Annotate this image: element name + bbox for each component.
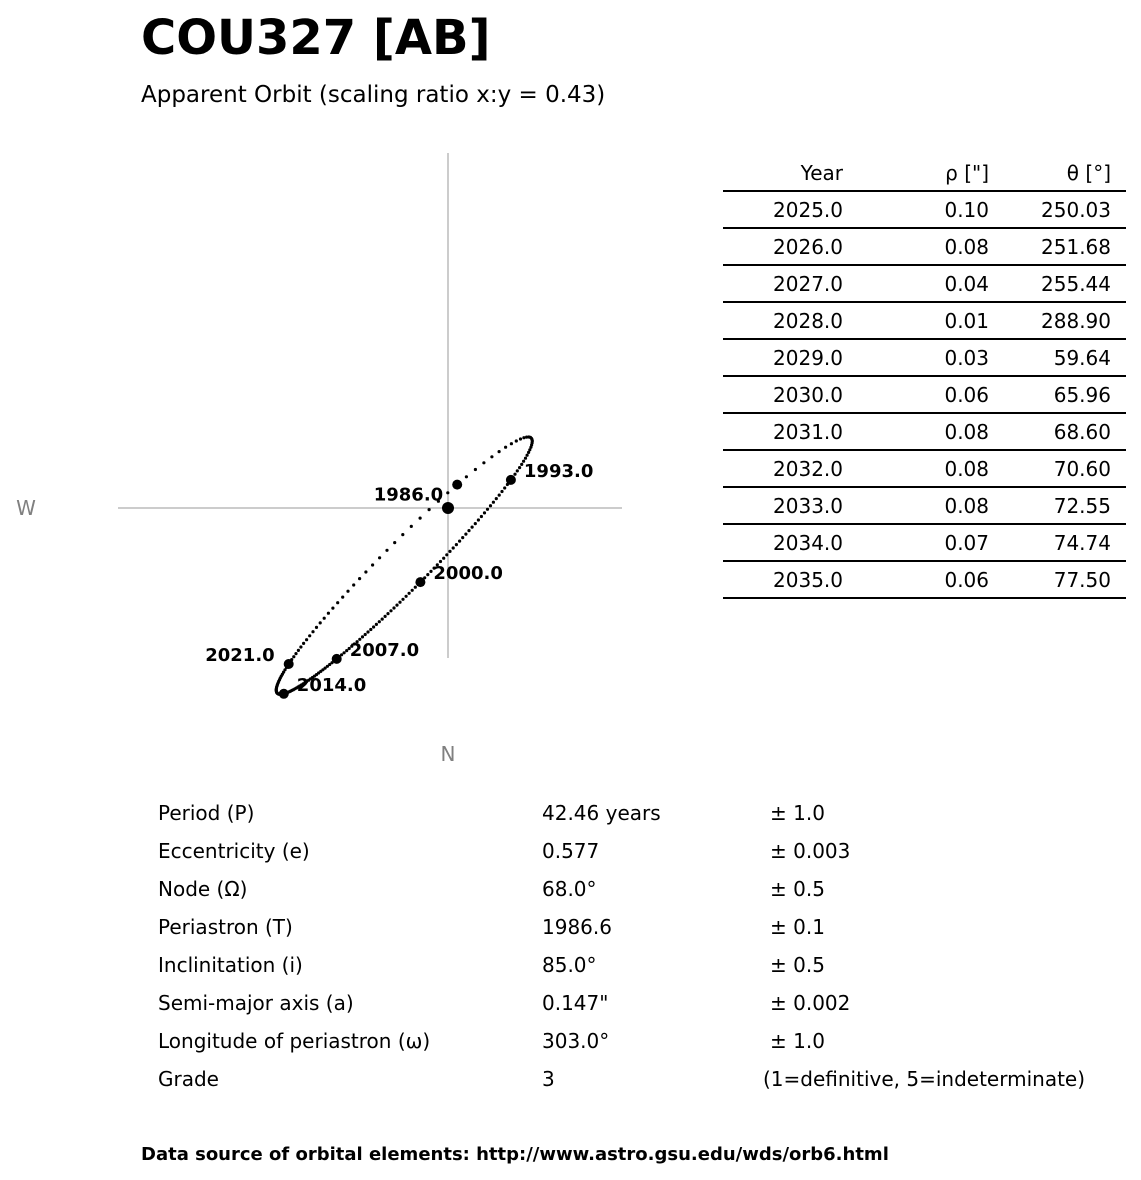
- orbit-point: [411, 589, 414, 592]
- ephemeris-rho-cell: 0.10: [858, 191, 1004, 228]
- orbit-point: [477, 518, 480, 521]
- north-label: N: [440, 742, 456, 766]
- rho-column-header: ρ ["]: [858, 155, 1004, 191]
- orbit-point: [510, 442, 513, 445]
- orbit-point: [527, 451, 530, 454]
- orbit-point: [401, 598, 404, 601]
- orbit-point: [458, 540, 461, 543]
- orbit-point: [315, 626, 318, 629]
- orbit-point: [308, 634, 311, 637]
- orbit-point: [448, 550, 451, 553]
- orbit-point: [381, 618, 384, 621]
- element-label: Longitude of periastron (ω): [158, 1029, 431, 1053]
- orbit-point: [426, 573, 429, 576]
- orbit-point: [498, 494, 501, 497]
- data-source-footer: Data source of orbital elements: http://www.astro.gsu.edu/wds/orb6.html: [141, 1144, 889, 1165]
- orbit-point: [419, 517, 422, 520]
- element-value: 1986.6: [542, 915, 612, 939]
- epoch-label: 2007.0: [349, 639, 420, 661]
- orbit-point: [366, 630, 369, 633]
- orbit-point: [492, 501, 495, 504]
- element-row-grade: [158, 1060, 1118, 1098]
- chart-subtitle: Apparent Orbit (scaling ratio x:y = 0.43): [141, 82, 606, 108]
- orbit-point: [364, 633, 367, 636]
- orbit-point: [299, 645, 302, 648]
- ephemeris-row: [723, 302, 1126, 339]
- ephemeris-year-cell: 2030.0: [723, 376, 858, 413]
- element-error: ± 0.1: [770, 915, 825, 939]
- epoch-marker: [279, 689, 289, 699]
- ephemeris-row: [723, 450, 1126, 487]
- orbit-point: [302, 642, 305, 645]
- ephemeris-row: [723, 191, 1126, 228]
- orbit-point: [292, 655, 295, 658]
- ephemeris-year-cell: 2035.0: [723, 561, 858, 598]
- ephemeris-rho-cell: 0.07: [858, 524, 1004, 561]
- orbit-point: [464, 533, 467, 536]
- ephemeris-year-cell: 2031.0: [723, 413, 858, 450]
- ephemeris-rho-cell: 0.06: [858, 376, 1004, 413]
- ephemeris-rho-cell: 0.08: [858, 413, 1004, 450]
- orbit-point: [489, 504, 492, 507]
- epoch-marker: [452, 480, 462, 490]
- element-error: ± 0.003: [770, 839, 851, 863]
- orbit-point: [352, 583, 355, 586]
- element-value: 85.0°: [542, 953, 597, 977]
- epoch-label: 1993.0: [523, 460, 594, 482]
- element-value: 0.577: [542, 839, 600, 863]
- orbit-point: [504, 446, 507, 449]
- ephemeris-row: [723, 339, 1126, 376]
- orbit-point: [358, 577, 361, 580]
- orbit-point: [395, 604, 398, 607]
- element-error: ± 0.002: [770, 991, 851, 1015]
- orbit-point: [474, 522, 477, 525]
- orbit-point: [398, 601, 401, 604]
- epoch-label: 1986.0: [373, 484, 444, 506]
- ephemeris-rho-cell: 0.03: [858, 339, 1004, 376]
- ephemeris-theta-cell: 77.50: [1004, 561, 1126, 598]
- orbit-point: [480, 515, 483, 518]
- ephemeris-rho-cell: 0.08: [858, 487, 1004, 524]
- element-value: 3: [542, 1067, 555, 1091]
- epoch-label: 2014.0: [296, 674, 367, 696]
- ephemeris-header-row: [723, 155, 1126, 191]
- theta-column-header: θ [°]: [1004, 155, 1126, 191]
- element-value: 0.147": [542, 991, 609, 1015]
- orbit-point: [465, 475, 468, 478]
- orbit-point: [516, 469, 519, 472]
- orbit-point: [405, 595, 408, 598]
- element-value: 68.0°: [542, 877, 597, 901]
- orbit-point: [378, 620, 381, 623]
- orbit-point: [392, 606, 395, 609]
- orbit-point: [371, 563, 374, 566]
- orbit-point: [343, 651, 346, 654]
- ephemeris-theta-cell: 251.68: [1004, 228, 1126, 265]
- orbit-point: [490, 455, 493, 458]
- element-error: ± 0.5: [770, 953, 825, 977]
- ephemeris-theta-cell: 74.74: [1004, 524, 1126, 561]
- west-label: W: [16, 496, 36, 520]
- ephemeris-row: [723, 228, 1126, 265]
- orbit-point: [345, 649, 348, 652]
- ephemeris-row: [723, 561, 1126, 598]
- epoch-marker: [506, 475, 516, 485]
- ephemeris-rho-cell: 0.08: [858, 450, 1004, 487]
- orbit-point: [323, 617, 326, 620]
- orbit-point: [483, 511, 486, 514]
- ephemeris-theta-cell: 72.55: [1004, 487, 1126, 524]
- orbit-plot: [0, 0, 700, 780]
- page-title: COU327 [AB]: [141, 10, 491, 66]
- orbit-point: [526, 454, 529, 457]
- element-row-period: [158, 794, 1118, 832]
- element-label: Period (P): [158, 801, 255, 825]
- orbit-point: [445, 553, 448, 556]
- orbit-point: [361, 635, 364, 638]
- element-label: Grade: [158, 1067, 219, 1091]
- orbit-point: [524, 457, 527, 460]
- epoch-label: 2000.0: [433, 563, 503, 585]
- orbit-point: [519, 437, 522, 440]
- orbit-point: [408, 592, 411, 595]
- ephemeris-year-cell: 2034.0: [723, 524, 858, 561]
- element-error: ± 0.5: [770, 877, 825, 901]
- orbit-point: [386, 612, 389, 615]
- element-label: Semi-major axis (a): [158, 991, 354, 1015]
- orbital-elements-list: [158, 794, 1118, 1098]
- orbit-point: [393, 541, 396, 544]
- element-error: ± 1.0: [770, 801, 825, 825]
- orbit-point: [369, 628, 372, 631]
- epoch-marker: [332, 654, 342, 664]
- orbit-point: [428, 508, 431, 511]
- ephemeris-theta-cell: 255.44: [1004, 265, 1126, 302]
- element-value: 42.46 years: [542, 801, 661, 825]
- ephemeris-table: [723, 155, 1126, 599]
- ephemeris-theta-cell: 68.60: [1004, 413, 1126, 450]
- orbit-point: [319, 621, 322, 624]
- element-row-longitude-periastron: [158, 1022, 1118, 1060]
- ephemeris-row: [723, 487, 1126, 524]
- orbit-point: [429, 570, 432, 573]
- orbit-point: [341, 596, 344, 599]
- orbit-point: [385, 549, 388, 552]
- orbit-point: [331, 607, 334, 610]
- orbit-point: [471, 526, 474, 529]
- orbit-point: [442, 557, 445, 560]
- primary-star-marker: [442, 502, 454, 514]
- orbit-point: [336, 601, 339, 604]
- ephemeris-rho-cell: 0.06: [858, 561, 1004, 598]
- element-label: Eccentricity (e): [158, 839, 310, 863]
- epoch-marker: [284, 659, 294, 669]
- orbit-point: [384, 615, 387, 618]
- orbit-point: [414, 586, 417, 589]
- orbit-point: [495, 497, 498, 500]
- ephemeris-year-cell: 2032.0: [723, 450, 858, 487]
- orbit-point: [452, 546, 455, 549]
- element-error: ± 1.0: [770, 1029, 825, 1053]
- element-label: Periastron (T): [158, 915, 293, 939]
- ephemeris-rho-cell: 0.08: [858, 228, 1004, 265]
- ephemeris-year-cell: 2028.0: [723, 302, 858, 339]
- orbit-point: [455, 543, 458, 546]
- ephemeris-row: [723, 265, 1126, 302]
- element-label: Node (Ω): [158, 877, 248, 901]
- epoch-label: 2021.0: [205, 645, 275, 666]
- orbit-point: [410, 525, 413, 528]
- orbit-point: [467, 529, 470, 532]
- orbit-point: [401, 533, 404, 536]
- orbit-point: [518, 466, 521, 469]
- ephemeris-theta-cell: 70.60: [1004, 450, 1126, 487]
- element-row-node: [158, 870, 1118, 908]
- orbit-point: [311, 630, 314, 633]
- ephemeris-year-cell: 2026.0: [723, 228, 858, 265]
- orbit-point: [513, 473, 516, 476]
- orbit-point: [305, 638, 308, 641]
- element-error: (1=definitive, 5=indeterminate): [763, 1067, 1086, 1091]
- orbit-point: [327, 612, 330, 615]
- year-column-header: Year: [723, 155, 858, 191]
- ephemeris-rho-cell: 0.04: [858, 265, 1004, 302]
- ephemeris-year-cell: 2027.0: [723, 265, 858, 302]
- orbit-point: [498, 450, 501, 453]
- ephemeris-year-cell: 2025.0: [723, 191, 858, 228]
- orbit-point: [378, 556, 381, 559]
- orbit-point: [297, 649, 300, 652]
- element-row-periastron: [158, 908, 1118, 946]
- ephemeris-theta-cell: 250.03: [1004, 191, 1126, 228]
- orbit-point: [364, 570, 367, 573]
- ephemeris-row: [723, 376, 1126, 413]
- element-row-eccentricity: [158, 832, 1118, 870]
- ephemeris-theta-cell: 59.64: [1004, 339, 1126, 376]
- ephemeris-row: [723, 413, 1126, 450]
- element-row-inclination: [158, 946, 1118, 984]
- orbit-point: [461, 536, 464, 539]
- epoch-marker: [415, 577, 425, 587]
- ephemeris-year-cell: 2033.0: [723, 487, 858, 524]
- ephemeris-rho-cell: 0.01: [858, 302, 1004, 339]
- orbit-point: [294, 652, 297, 655]
- orbit-point: [486, 508, 489, 511]
- orbit-point: [346, 590, 349, 593]
- orbit-point: [474, 468, 477, 471]
- orbit-point: [515, 439, 518, 442]
- orbit-point: [522, 436, 525, 439]
- orbit-point: [389, 609, 392, 612]
- element-row-semi-major-axis: [158, 984, 1118, 1022]
- orbit-point: [482, 461, 485, 464]
- orbit-point: [446, 491, 449, 494]
- ephemeris-row: [723, 524, 1126, 561]
- orbit-point: [503, 486, 506, 489]
- orbit-point: [500, 490, 503, 493]
- ephemeris-theta-cell: 288.90: [1004, 302, 1126, 339]
- element-value: 303.0°: [542, 1029, 610, 1053]
- orbit-point: [520, 463, 523, 466]
- element-label: Inclinitation (i): [158, 953, 303, 977]
- ephemeris-year-cell: 2029.0: [723, 339, 858, 376]
- epoch-markers-group: [205, 461, 593, 699]
- orbit-point: [375, 623, 378, 626]
- ephemeris-theta-cell: 65.96: [1004, 376, 1126, 413]
- orbit-point: [372, 625, 375, 628]
